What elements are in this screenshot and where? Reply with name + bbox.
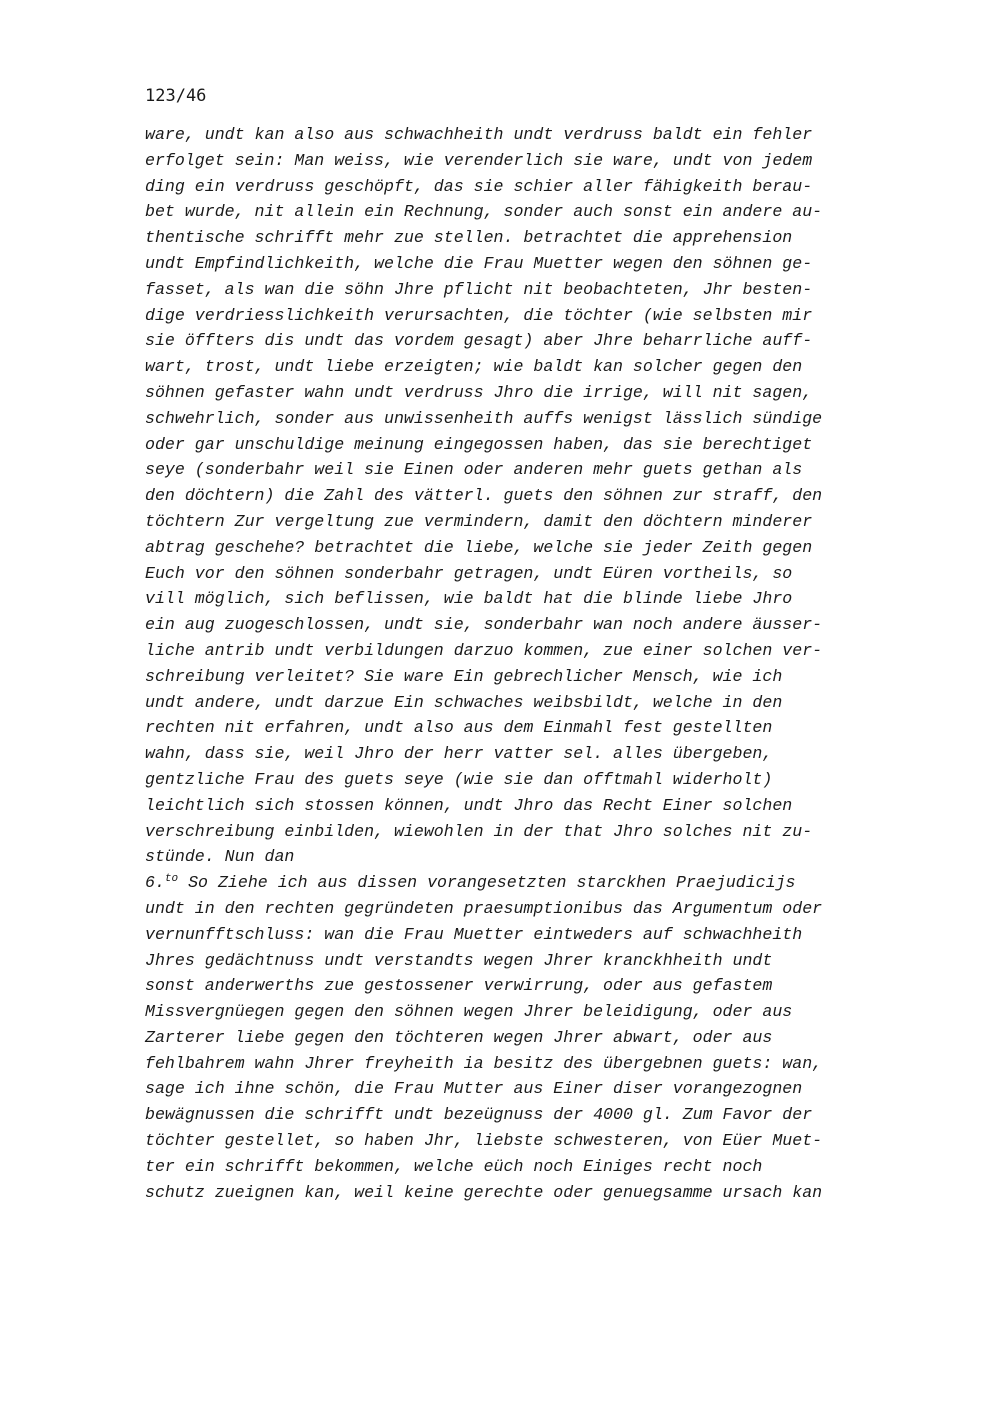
text-line: den döchtern) die Zahl des vätterl. guets den söhnen zur straff, den xyxy=(145,486,823,506)
text-line: Jhres gedächtnuss undt verstandts wegen Jhrer kranckhheith undt xyxy=(145,950,773,970)
text-line: oder gar unschuldige meinung eingegossen haben, das sie berechtiget xyxy=(145,434,813,454)
section-6-paragraph xyxy=(145,896,905,1206)
section-number: 6. xyxy=(145,873,165,893)
text-line: ter ein schrifft bekommen, welche eüch noch Einiges recht noch xyxy=(145,1156,763,1176)
text-line: vill möglich, sich beflissen, wie baldt hat die blinde liebe Jhro xyxy=(145,589,793,609)
text-line: verschreibung einbilden, wiewohlen in der that Jhro solches nit zu- xyxy=(145,821,813,841)
text-line: schutz zueignen kan, weil keine gerechte oder genuegsamme ursach kan xyxy=(145,1182,823,1202)
text-line: töchtern Zur vergeltung zue vermindern, damit den döchtern minderer xyxy=(145,511,813,531)
text-line: töchter gestellet, so haben Jhr, liebste schwesteren, von Eüer Muet- xyxy=(145,1131,823,1151)
text-line: seye (sonderbahr weil sie Einen oder anderen mehr guets gethan als xyxy=(145,460,803,480)
section-first-line-text: So Ziehe ich aus dissen vorangesetzten starckhen Praejudicijs xyxy=(178,873,796,893)
text-line: fehlbahrem wahn Jhrer freyheith ia besitz des übergebnen guets: wan, xyxy=(145,1053,823,1073)
text-line: Zarterer liebe gegen den töchteren wegen Jhrer abwart, oder aus xyxy=(145,1027,773,1047)
text-line: Missvergnüegen gegen den söhnen wegen Jhrer beleidigung, oder aus xyxy=(145,1002,793,1022)
body-text xyxy=(145,122,905,1205)
text-line: ein aug zuogeschlossen, undt sie, sonderbahr wan noch andere äusser- xyxy=(145,615,823,635)
text-line: wart, trost, undt liebe erzeigten; wie baldt kan solcher gegen den xyxy=(145,357,803,377)
text-line: leichtlich sich stossen können, undt Jhro das Recht Einer solchen xyxy=(145,795,793,815)
text-line: erfolget sein: Man weiss, wie verenderlich sie ware, undt von jedem xyxy=(145,150,813,170)
section-6-heading-line xyxy=(145,870,905,896)
text-line: schwehrlich, sonder aus unwissenheith auffs wenigst lässlich sündige xyxy=(145,408,823,428)
text-line: söhnen gefaster wahn undt verdruss Jhro die irrige, will nit sagen, xyxy=(145,382,813,402)
text-line: vernunfftschluss: wan die Frau Muetter eintweders auf schwachheith xyxy=(145,924,803,944)
text-line: abtrag geschehe? betrachtet die liebe, welche sie jeder Zeith gegen xyxy=(145,537,813,557)
text-line: Euch vor den söhnen sonderbahr getragen, undt Eüren vortheils, so xyxy=(145,563,793,583)
text-line: bewägnussen die schrifft undt bezeügnuss der 4000 gl. Zum Favor der xyxy=(145,1105,813,1125)
text-line: ding ein verdruss geschöpft, das sie schier aller fähigkeith berau- xyxy=(145,176,813,196)
text-line: thentische schrifft mehr zue stellen. betrachtet die apprehension xyxy=(145,228,793,248)
section-number-superscript: to xyxy=(164,873,179,886)
text-line: rechten nit erfahren, undt also aus dem Einmahl fest gestellten xyxy=(145,718,773,738)
text-line: undt andere, undt darzue Ein schwaches weibsbildt, welche in den xyxy=(145,692,783,712)
text-line: gentzliche Frau des guets seye (wie sie dan offtmahl widerholt) xyxy=(145,769,773,789)
paragraph-continuation xyxy=(145,122,905,870)
text-line: schreibung verleitet? Sie ware Ein gebrechlicher Mensch, wie ich xyxy=(145,666,783,686)
text-line: fasset, als wan die söhn Jhre pflicht nit beobachteten, Jhr besten- xyxy=(145,279,813,299)
text-line: sie öffters dis undt das vordem gesagt) aber Jhre beharrliche auff- xyxy=(145,331,813,351)
text-line: wahn, dass sie, weil Jhro der herr vatter sel. alles übergeben, xyxy=(145,744,773,764)
text-line: sonst anderwerths zue gestossener verwirrung, oder aus gefastem xyxy=(145,976,773,996)
text-line: sage ich ihne schön, die Frau Mutter aus Einer diser vorangezognen xyxy=(145,1079,803,1099)
text-line: undt in den rechten gegründeten praesumptionibus das Argumentum oder xyxy=(145,898,823,918)
text-line: dige verdriesslichkeith verursachten, die töchter (wie selbsten mir xyxy=(145,305,813,325)
text-line: ware, undt kan also aus schwachheith undt verdruss baldt ein fehler xyxy=(145,125,813,144)
text-line: bet wurde, nit allein ein Rechnung, sonder auch sonst ein andere au- xyxy=(145,202,823,222)
text-line: undt Empfindlichkeith, welche die Frau Muetter wegen den söhnen ge- xyxy=(145,253,813,273)
page-number: 123/46 xyxy=(145,86,207,106)
text-line: stünde. Nun dan xyxy=(145,847,295,867)
text-line: liche antrib undt verbildungen darzuo kommen, zue einer solchen ver- xyxy=(145,640,823,660)
